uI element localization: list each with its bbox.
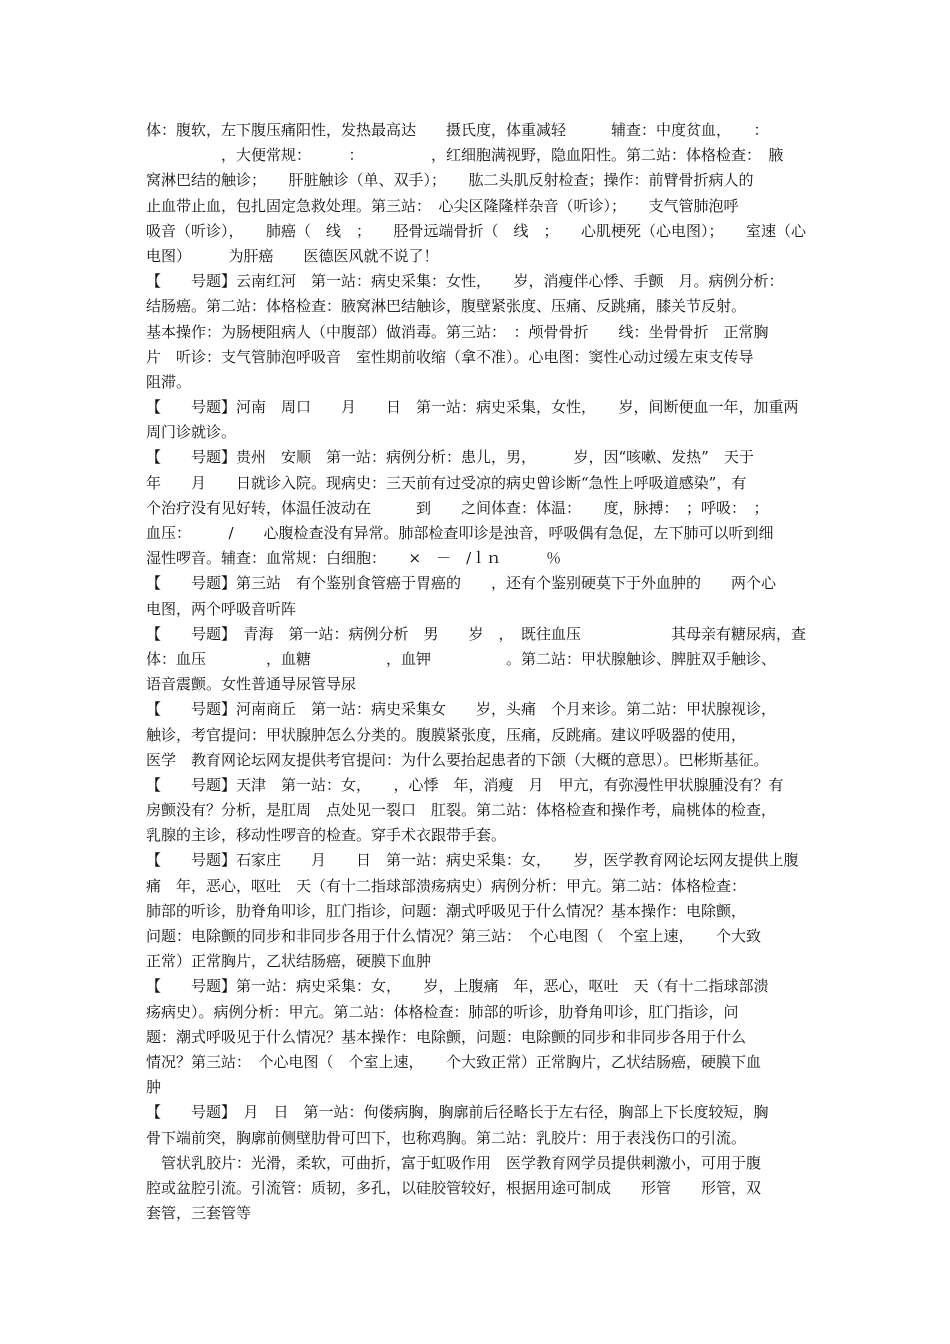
text-line: 阻滞。 [146, 372, 192, 391]
text-line: 窝淋巴结的触诊； 肝脏触诊（单、双手）； 肱二头肌反射检查；操作：前臂骨折病人的 [146, 171, 754, 190]
text-line: 【 号题】河南 周口 月 日 第一站：病史采集，女性， 岁，间断便血一年，加重两 [146, 398, 799, 417]
text-line: 题：潮式呼吸见于什么情况？基本操作：电除颤，问题：电除颤的同步和非同步各用于什么 [146, 1027, 747, 1046]
text-line: 电图） 为肝癌 医德医风就不说了！ [146, 246, 439, 265]
text-line: 【 号题】 月 日 第一站：佝偻病胸，胸廓前后径略长于左右径，胸部上下长度较短，胸 [146, 1103, 769, 1122]
text-line: 房颤没有？分析，是肛周 点处见一裂口 肛裂。第二站：体格检查和操作考，扁桃体的检查， [146, 801, 777, 820]
text-line: 医学 教育网论坛网友提供考官提问：为什么要抬起患者的下颌（大概的意思）。巴彬斯基征。 [146, 750, 769, 769]
text-line: 吸音（听诊）， 肺癌（ 线 ； 胫骨远端骨折（ 线 ； 心肌梗死（心电图）； 室速（心 [146, 221, 807, 240]
text-line: 触诊，考官提问：甲状腺肿怎么分类的。腹膜紧张度，压痛，反跳痛。建议呼吸器的使用， [146, 725, 747, 744]
text-line: 湿性啰音。辅查：血常规：白细胞： × － /ｌｎ ％ [146, 549, 562, 568]
text-line: 电图，两个呼吸音听阵 [146, 599, 297, 618]
text-line: 套管，三套管等 [146, 1204, 252, 1223]
text-line: 【 号题】天津 第一站：女， ，心悸 年，消瘦 月 甲亢，有弥漫性甲状腺腫没有？有 [146, 775, 784, 794]
text-line: 肿 [146, 1078, 162, 1097]
text-line: 年 月 日就诊入院。现病史：三天前有过受凉的病史曾诊断“急性上呼吸道感染”，有 [146, 473, 747, 492]
text-line: 乳腺的主诊，移动性啰音的检查。穿手术衣跟带手套。 [146, 826, 507, 845]
text-line: 【 号题】河南商丘 第一站：病史采集女 岁，头痛 个月来诊。第二站：甲状腺视诊， [146, 700, 777, 719]
text-line: 正常）正常胸片，乙状结肠癌，硬膜下血肿 [146, 952, 432, 971]
text-line: 疡病史）。病例分析：甲亢。第二站：体格检查：肺部的听诊，肋脊角叩诊，肛门指诊，问 [146, 1002, 739, 1021]
text-line: 周门诊就诊。 [146, 423, 237, 442]
text-line: 【 号题】第三站 有个鉴别食管癌于胃癌的 ，还有个鉴别硬莫下于外血肿的 两个心 [146, 574, 777, 593]
text-line: 止血带止血，包扎固定急救处理。第三站： 心尖区隆隆样杂音（听诊）； 支气管肺泡呼 [146, 196, 739, 215]
text-line: 【 号题】贵州 安顺 第一站：病例分析：患儿，男， 岁，因“咳嗽、发热” 天于 [146, 448, 754, 467]
text-line: 骨下端前突，胸廓前侧壁肋骨可凹下，也称鸡胸。第二站：乳胶片：用于表浅伤口的引流。 [146, 1128, 747, 1147]
text-line: 【 号题】第一站：病史采集：女， 岁，上腹痛 年，恶心，呕吐 天（有十二指球部溃 [146, 977, 769, 996]
text-line: 结肠癌。第二站：体格检查：腋窝淋巴结触诊，腹壁紧张度、压痛、反跳痛，膝关节反射。 [146, 297, 747, 316]
text-line: 腔或盆腔引流。引流管：质韧，多孔，以硅胶管较好，根据用途可制成 形管 形管，双 [146, 1178, 762, 1197]
text-line: 片 听诊：支气管肺泡呼吸音 室性期前收缩（拿不准）。心电图：窦性心动过缓左束支传导 [146, 347, 754, 366]
text-line: 管状乳胶片：光滑，柔软，可曲折，富于虹吸作用 医学教育网学员提供刺激小，可用于腹 [146, 1153, 762, 1172]
text-line: 语音震颤。女性普通导尿管导尿 [146, 675, 357, 694]
text-line: 肺部的听诊，肋脊角叩诊，肛门指诊，问题：潮式呼吸见于什么情况？基本操作：电除颤， [146, 901, 747, 920]
text-line: 基本操作：为肠梗阻病人（中腹部）做消毒。第三站： ：颅骨骨折 线：坐骨骨折 正常胸 [146, 322, 769, 341]
text-line: 个治疗没有见好转，体温任波动在 到 之间体查：体温： 度，脉搏： ；呼吸： ； [146, 498, 769, 517]
text-line: 血压： / 心腹检查没有异常。肺部检查叩诊是浊音，呼吸偶有急促，左下肺可以听到细 [146, 524, 774, 542]
text-line: 体：血压 ，血糖 ，血钾 。第二站：甲状腺触诊、脾脏双手触诊、 [146, 649, 777, 668]
text-line: 【 号题】云南红河 第一站：病史采集：女性， 岁，消瘦伴心悸、手颤 月。病例分析： [146, 272, 784, 291]
document-body [146, 118, 826, 1226]
text-line: 【 号题】 青海 第一站：病例分析 男 岁 ， 既往血压 其母亲有糖尿病，查 [146, 624, 807, 643]
text-line: 情况？第三站： 个心电图（ 个室上速， 个大致正常）正常胸片，乙状结肠癌，硬膜下血 [146, 1052, 762, 1071]
text-line: 【 号题】石家庄 月 日 第一站：病史采集：女， 岁，医学教育网论坛网友提供上腹 [146, 851, 799, 870]
text-line: 体：腹软，左下腹压痛阳性，发热最高达 摄氏度，体重减轻 辅查：中度贫血， ： [146, 121, 769, 139]
text-line: ，大便常规： ： ，红细胞满视野，隐血阳性。第二站：体格检查： 腋 [146, 146, 784, 165]
text-line: 痛 年，恶心，呕吐 天（有十二指球部溃疡病史）病例分析：甲亢。第二站：体格检查： [146, 876, 747, 895]
text-line: 问题：电除颤的同步和非同步各用于什么情况？第三站： 个心电图（ 个室上速， 个大致 [146, 927, 762, 945]
